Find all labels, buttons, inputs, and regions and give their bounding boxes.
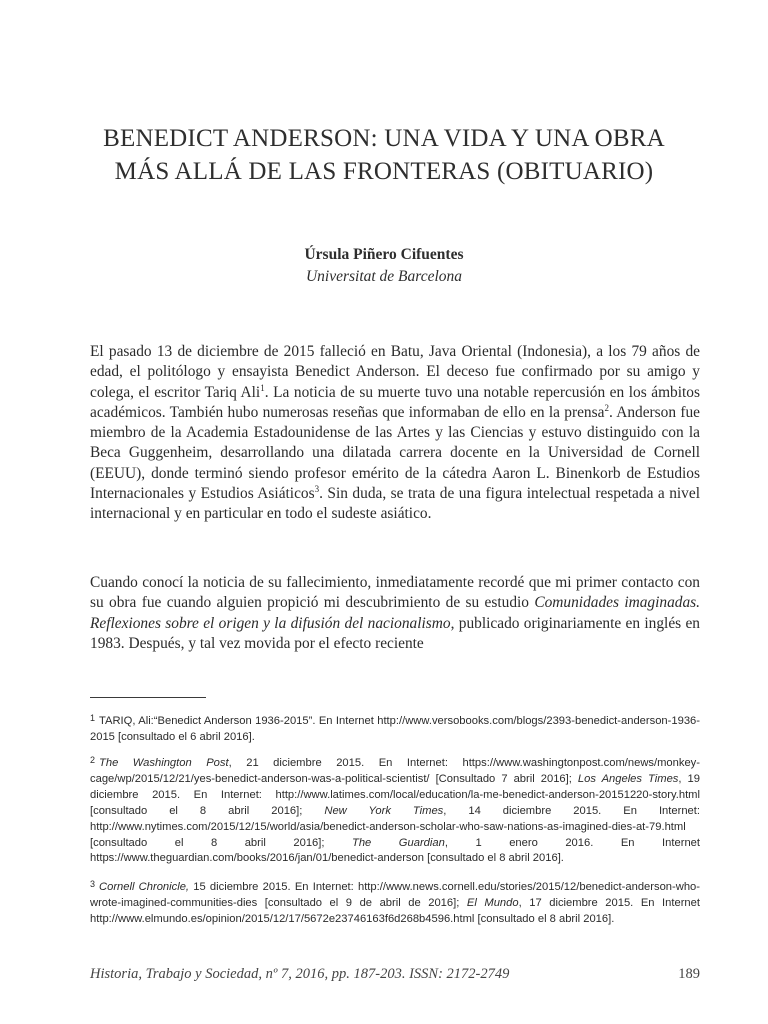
p2-text-b: , publicado originariamente en inglés en 1983. Después, y tal vez movida por el efecto reciente (90, 614, 700, 652)
footnote-ref-2[interactable]: 2 (604, 402, 609, 413)
footnote-3-source-1: Cornell Chronicle, (99, 881, 190, 893)
footnote-1 (90, 711, 700, 746)
p1-text-a: El pasado 13 de diciembre de 2015 falleció en Batu, Java Oriental (Indonesia), a los 79 años de edad, el politólogo y ensayista Benedict Anderson. El deceso fue confirmado por su amigo y colega, el escritor Tariq Ali (90, 343, 700, 401)
footnote-2 (90, 753, 700, 867)
p1-text-b: . La noticia de su muerte tuvo una notable repercusión en los ámbitos académicos. También hubo numerosas reseñas que informaban de ello en la prensa (90, 383, 700, 421)
footnote-2-text-2: , 19 diciembre 2015. En Internet: http://www.latimes.com/local/education/la-me-benedict-anderson-20151220-story.html [consultado el 8 abril 2016]; (90, 772, 700, 817)
author-affiliation: Universitat de Barcelona (305, 268, 463, 285)
title-line-1: BENEDICT ANDERSON: UNA VIDA Y UNA OBRA (103, 125, 665, 152)
footnote-3-text-1: 15 diciembre 2015. En Internet: http://www.news.cornell.edu/stories/2015/12/benedict-anderson-who-wrote-imagined-communities-dies [consultado el 9 de abril de 2016]; (90, 881, 700, 909)
title-line-2: MÁS ALLÁ DE LAS FRONTERAS (OBITUARIO) (114, 158, 654, 185)
page-number: 189 (678, 966, 700, 982)
page-footer (90, 966, 700, 983)
body-paragraph-2 (90, 573, 700, 654)
book-title: Comunidades imaginadas. Reflexiones sobre el origen y la difusión del nacionalismo (90, 594, 700, 632)
author-name: Úrsula Piñero Cifuentes (304, 246, 464, 263)
footnote-ref-3[interactable]: 3 (314, 483, 320, 494)
footnote-3-text-2: , 17 diciembre 2015. En Internet http://www.elmundo.es/opinion/2015/12/17/5672e23746163f6d268b4596.html [consultado el 8 abril 2016]. (90, 896, 700, 925)
footnote-2-number: 2 (90, 755, 96, 765)
article-title (60, 122, 708, 188)
footnote-1-text: TARIQ, Ali:“Benedict Anderson 1936-2015”. En Internet http://www.versobooks.com/blogs/2393-benedict-anderson-1936-2015 [consultado el 6 abril 2016]. (90, 715, 700, 743)
footnote-2-source-4: The Guardian (352, 836, 445, 849)
journal-citation: Historia, Trabajo y Sociedad, nº 7, 2016, pp. 187-203. ISSN: 2172-2749 (90, 966, 510, 982)
footnote-3 (90, 877, 700, 928)
footnote-ref-1[interactable]: 1 (260, 382, 265, 393)
footnote-2-source-1: The Washington Post (99, 757, 229, 769)
footnote-3-number: 3 (90, 879, 96, 889)
footnote-divider (90, 697, 206, 698)
p1-text-d: . Sin duda, se trata de una figura intelectual respetada a nivel internacional y en particular en todo el sudeste asiático. (90, 485, 700, 523)
body-paragraph-1 (90, 342, 700, 525)
footnote-3-source-2: El Mundo (466, 896, 519, 909)
footnote-2-source-2: Los Angeles Times (577, 772, 679, 785)
footnote-2-source-3: New York Times (324, 804, 444, 817)
footnote-2-text-4: , 1 enero 2016. En Internet https://www.theguardian.com/books/2016/jan/01/benedict-anderson [consultado el 8 abril 2016]. (90, 836, 700, 865)
p1-text-c: . Anderson fue miembro de la Academia Estadounidense de las Artes y las Ciencias y estuvo distinguido con la Beca Guggenheim, desarrollando una dilatada carrera docente en la Universidad de Cornell (EEUU), donde terminó siendo profesor emérito de la cátedra Aaron L. Binenkorb de Estudios Internacionales y Estudios Asiáticos (90, 403, 700, 503)
p2-text-a: Cuando conocí la noticia de su fallecimiento, inmediatamente recordé que mi primer contacto con su obra fue cuando alguien propició mi descubrimiento de su estudio (90, 574, 700, 612)
footnote-1-number: 1 (90, 713, 96, 723)
footnote-2-text-1: , 21 diciembre 2015. En Internet: https://www.washingtonpost.com/news/monkey-cage/wp/2015/12/21/yes-benedict-anderson-was-a-political-scientist/ [Consultado 7 abril 2016]; (90, 757, 700, 785)
footnote-2-text-3: , 14 diciembre 2015. En Internet: http://www.nytimes.com/2015/12/15/world/asia/benedict-anderson-scholar-who-saw-nations-as-imagined-dies-at-79.html [consultado el 8 abril 2016]; (90, 804, 700, 849)
